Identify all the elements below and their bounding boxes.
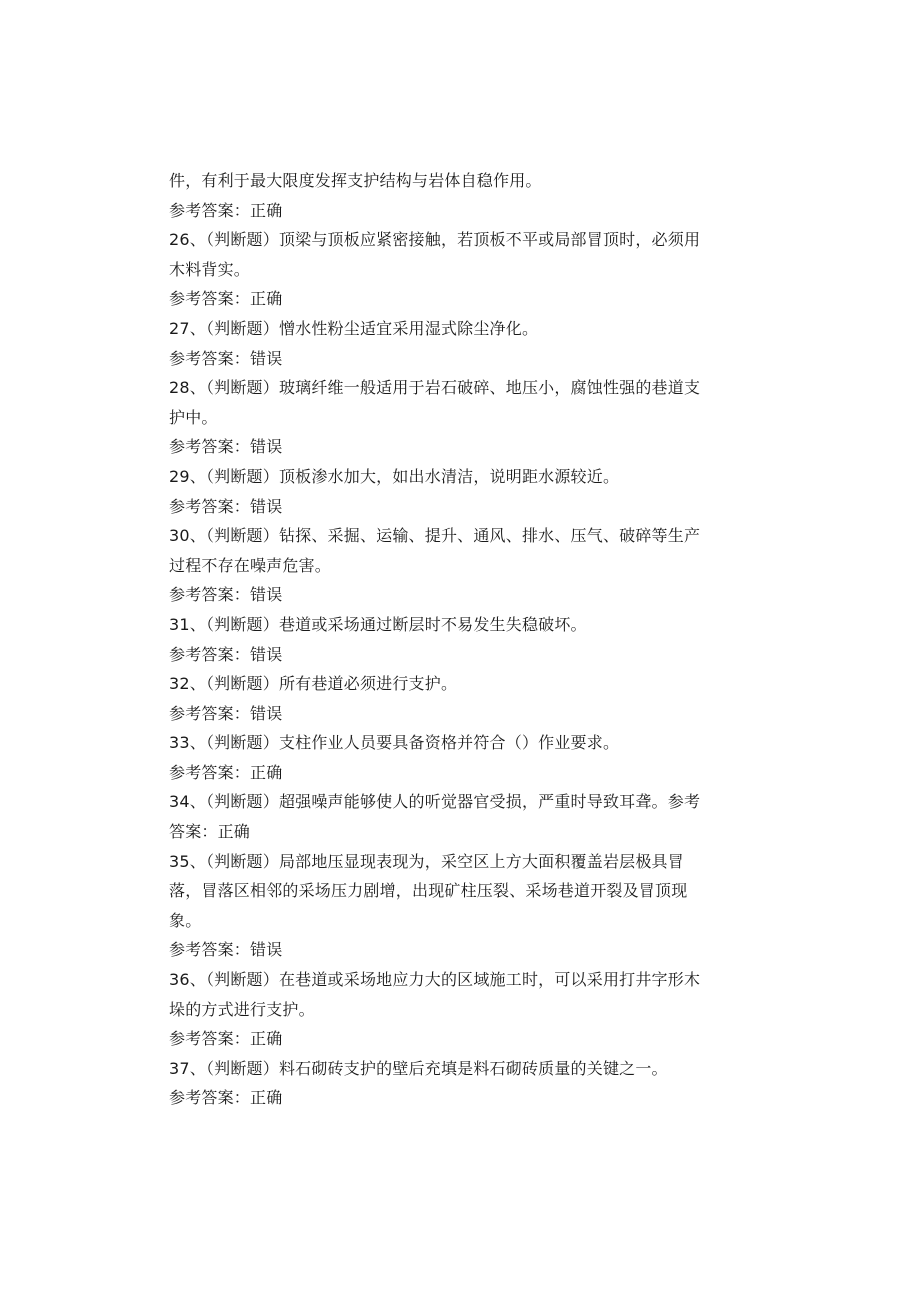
- question-text-line: 29、（判断题）顶板渗水加大，如出水清洁，说明距水源较近。: [169, 466, 620, 486]
- answer-line: 参考答案：错误: [169, 496, 283, 516]
- question-text-line: 28、（判断题）玻璃纤维一般适用于岩石破碎、地压小，腐蚀性强的巷道支: [169, 378, 701, 398]
- question-text-line: 27、（判断题）憎水性粉尘适宜采用湿式除尘净化。: [169, 318, 539, 338]
- answer-line: 参考答案：错误: [169, 348, 283, 368]
- answer-line: 参考答案：错误: [169, 644, 283, 664]
- answer-line: 参考答案：错误: [169, 940, 283, 960]
- question-text-line: 26、（判断题）顶梁与顶板应紧密接触，若顶板不平或局部冒顶时，必须用: [169, 230, 701, 250]
- question-text-line: 护中。: [169, 407, 218, 427]
- question-list: [169, 166, 741, 1113]
- question-text-line: 33、（判断题）支柱作业人员要具备资格并符合（）作业要求。: [169, 733, 620, 753]
- question-text-line: 37、（判断题）料石砌砖支护的壁后充填是料石砌砖质量的关键之一。: [169, 1058, 668, 1078]
- answer-line: 参考答案：正确: [169, 1088, 283, 1108]
- question-text-line: 32、（判断题）所有巷道必须进行支护。: [169, 674, 458, 694]
- question-text-line: 36、（判断题）在巷道或采场地应力大的区域施工时，可以采用打井字形木: [169, 970, 701, 990]
- answer-line: 参考答案：错误: [169, 585, 283, 605]
- question-text-line: 象。: [169, 910, 202, 930]
- question-text-line: 落，冒落区相邻的采场压力剧增，出现矿柱压裂、采场巷道开裂及冒顶现: [169, 881, 688, 901]
- question-text-line: 件，有利于最大限度发挥支护结构与岩体自稳作用。: [169, 171, 542, 190]
- question-text-line: 过程不存在噪声危害。: [169, 555, 332, 575]
- question-text-line: 垛的方式进行支护。: [169, 999, 315, 1019]
- question-text-line: 35、（判断题）局部地压显现表现为，采空区上方大面积覆盖岩层极具冒: [169, 851, 684, 871]
- answer-line: 参考答案：正确: [169, 289, 283, 309]
- question-text-line: 30、（判断题）钻探、采掘、运输、提升、通风、排水、压气、破碎等生产: [169, 526, 701, 546]
- question-text-line: 31、（判断题）巷道或采场通过断层时不易发生失稳破坏。: [169, 614, 587, 634]
- question-text-line: 木料背实。: [169, 259, 251, 279]
- answer-line: 参考答案：错误: [169, 437, 283, 457]
- answer-line: 参考答案：错误: [169, 703, 283, 723]
- answer-line: 参考答案：正确: [169, 200, 283, 220]
- answer-line: 答案：正确: [169, 822, 251, 842]
- answer-line: 参考答案：正确: [169, 762, 283, 782]
- question-text-line: 34、（判断题）超强噪声能够使人的听觉器官受损，严重时导致耳聋。参考: [169, 792, 701, 812]
- answer-line: 参考答案：正确: [169, 1029, 283, 1049]
